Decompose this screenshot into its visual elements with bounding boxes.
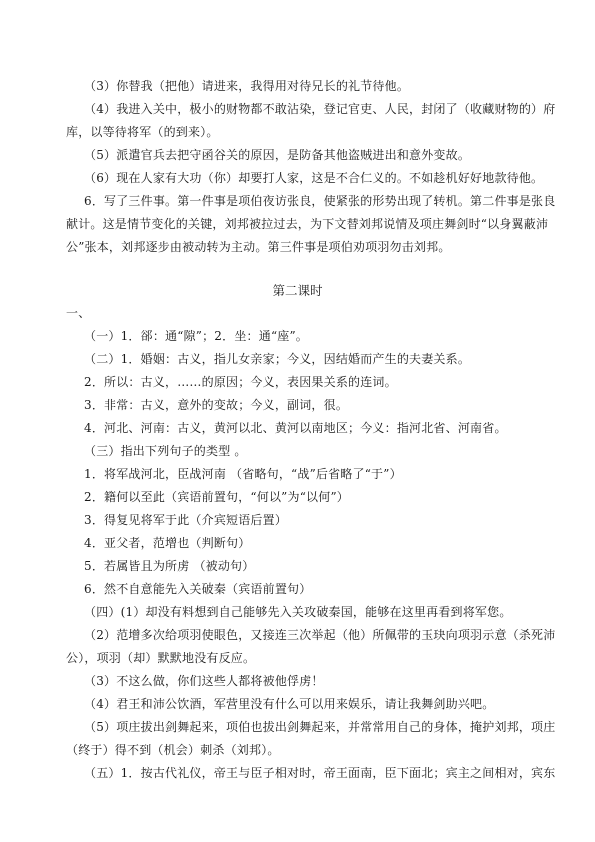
part-4-item-1: （四）(1）却没有料想到自己能够先入关攻破秦国，能够在这里再看到将军您。 [84,605,512,619]
section-heading: 一、 [66,306,91,320]
part-4-item-5-cont: （终于）得不到（机会）刺杀（刘邦）。 [66,743,280,757]
part-3-item-6: 6．然不自意能先入关破秦（宾语前置句） [84,582,312,596]
part-2-line-2: 2．所以：古义，……的原因；今义，表因果关系的连词。 [84,375,397,389]
part-1-line: （一）1．郤：通“隙”；2．坐：通“座”。 [84,329,309,343]
part-4-item-2-cont: 公），项羽（却）默默地没有反应。 [66,651,256,665]
part-4-item-2: （2）范增多次给项羽使眼色，又接连三次举起（他）所佩带的玉玦向项羽示意（杀死沛 [84,628,556,642]
part-3-item-3: 3．得复见将军于此（介宾短语后置） [84,513,288,527]
part-2-line-3: 3．非常：古义，意外的变故；今义，副词，很。 [84,398,349,412]
answer-line-5: （5）派遣官兵去把守函谷关的原因，是防备其他盗贼进出和意外变故。 [84,148,471,162]
section-title: 第二课时 [272,283,323,298]
part-4-item-3: （3）不这么做，你们这些人都将被他俘虏！ [84,674,324,688]
question-6-answer: 6．写了三件事。第一件事是项伯夜访张良，使紧张的形势出现了转机。第二件事是张良 [84,194,556,208]
part-4-item-5: （5）项庄拔出剑舞起来，项伯也拔出剑舞起来，并常常用自己的身体，掩护刘邦，项庄 [84,720,556,734]
part-4-item-4: （4）君王和沛公饮酒，军营里没有什么可以用来娱乐，请让我舞剑助兴吧。 [84,697,495,711]
part-3-title: （三）指出下列句子的类型 。 [84,444,247,458]
answer-line-6: （6）现在人家有大功（你）却要打人家，这是不合仁义的。不如趁机好好地款待他。 [84,171,544,185]
answer-line-3: （3）你替我（把他）请进来，我得用对待兄长的礼节待他。 [84,79,410,93]
part-2-line-1: （二）1．婚姻：古义，指儿女亲家；今义，因结婚而产生的夫妻关系。 [84,352,471,366]
part-3-item-2: 2．籍何以至此（宾语前置句，“何以”为“以何”） [84,490,349,504]
part-3-item-1: 1．将军战河北，臣战河南 （省略句，“战”后省略了“于”） [84,467,402,481]
part-2-line-4: 4．河北、河南：古义，黄河以北、黄河以南地区；今义：指河北省、河南省。 [84,421,507,435]
question-6-answer-cont1: 献计。这是情节变化的关键，刘邦被拉过去，为下文替刘邦说情及项庄舞剑时“以身翼蔽沛 [66,217,549,231]
part-3-item-5: 5．若属皆且为所虏 （被动句） [84,559,255,573]
part-3-item-4: 4．亚父者，范增也（判断句） [84,536,251,550]
question-6-answer-cont2: 公”张本，刘邦逐步由被动转为主动。第三件事是项伯劝项羽勿击刘邦。 [66,240,451,254]
answer-line-4-cont: 库，以等待将军（的到来）。 [66,125,219,139]
part-5-item-1: （五）1．按古代礼仪，帝王与臣子相对时，帝王面南，臣下面北；宾主之间相对，宾东 [84,766,556,780]
answer-line-4: （4）我进入关中，极小的财物都不敢沾染，登记官吏、人民，封闭了（收藏财物的）府 [84,102,556,116]
